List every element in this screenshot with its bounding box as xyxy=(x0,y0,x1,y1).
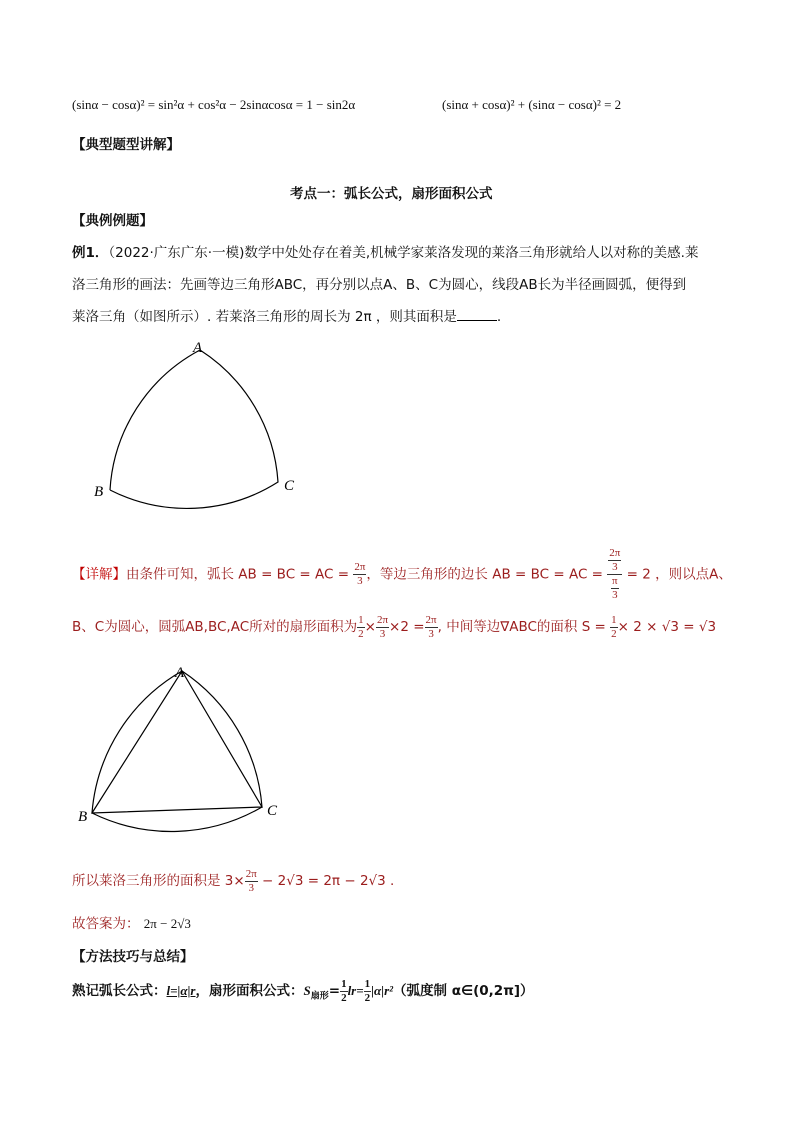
example1-line2: 洛三角形的画法：先画等边三角形ABC，再分别以点A、B、C为圆心，线段AB长为半径画圆弧，便得到 xyxy=(72,277,687,293)
topic-title: 考点一：弧长公式，扇形面积公式 xyxy=(290,186,493,202)
fig2-label-a: A xyxy=(175,665,185,681)
answer-line: 故答案为： 2π − 2√3 xyxy=(72,916,191,932)
formula-line-1: (sinα − cosα)² = sin²α + cos²α − 2sinαcosα = 1 − sin2α xyxy=(72,97,356,112)
detail-line-2: B、C为圆心，圆弧AB,BC,AC所对的扇形面积为 $\frac{1}{2}$ × $\frac{2\pi}{3}$ ×2 = $\frac{2\pi}{3}$ , 中间等边∇ABC的面积 S = $\frac{1}{2}$ × 2 × √3 = √3 xyxy=(72,613,717,640)
radian-note: （弧度制 α∈(0,2π]） xyxy=(393,983,534,999)
answer-blank xyxy=(457,320,497,321)
section-typical-examples: 【典例例题】 xyxy=(72,213,153,229)
section-typical-explain: 【典型题型讲解】 xyxy=(72,137,180,153)
inscribed-triangle xyxy=(92,671,262,813)
fig1-label-c: C xyxy=(284,478,295,494)
fig2-label-b: B xyxy=(78,809,88,825)
reuleaux-figure-1 xyxy=(80,330,320,510)
reuleaux-figure-2 xyxy=(70,655,310,835)
example1-line1: 例1．（2022·广东广东·一模)数学中处处存在着美,机械学家莱洛发现的莱洛三角形就给人以对称的美感.莱 xyxy=(72,245,699,261)
arc-length-formula: l=|α|r xyxy=(166,983,196,998)
example1-line3: 莱洛三角（如图所示）. 若莱洛三角形的周长为 2π ，则其面积是 . xyxy=(72,309,502,325)
reuleaux-outline-1 xyxy=(110,350,278,508)
example1-label: 例1． xyxy=(72,245,109,261)
summary-line: 熟记弧长公式：l=|α|r，扇形面积公式：$S_{扇形}=$ $\frac{1}{2}$ lr= $\frac{1}{2}$ |α|r²（弧度制 α∈(0,2π]） xyxy=(72,977,534,1004)
frac-side-length: $\frac{\frac{2\pi}{3}}{\frac{\pi}{3}}$ xyxy=(609,547,621,601)
section-method-summary: 【方法技巧与总结】 xyxy=(72,949,194,965)
detail-bracket: 【详解】 xyxy=(72,566,126,583)
formula-line-2: (sinα + cosα)² + (sinα − cosα)² = 2 xyxy=(442,97,622,112)
fig2-label-c: C xyxy=(267,803,278,819)
detail-line-1: 【详解】由条件可知，弧长 AB = BC = AC = $\frac{2\pi}{3}$ ，等边三角形的边长 AB = BC = AC = $\frac{\frac{2\pi}{3}}{\frac{\pi}{3}}$ = 2 ，则以点A、 xyxy=(72,547,732,601)
frac-arc-length: $\frac{2\pi}{3}$ xyxy=(354,561,366,587)
fig1-label-b: B xyxy=(94,484,104,500)
answer-value: 2π − 2√3 xyxy=(143,916,191,931)
fig1-label-a: A xyxy=(193,340,203,356)
conclusion-line: 所以莱洛三角形的面积是 3× $\frac{2\pi}{3}$ − 2√3 = 2π − 2√3 . xyxy=(72,867,395,894)
